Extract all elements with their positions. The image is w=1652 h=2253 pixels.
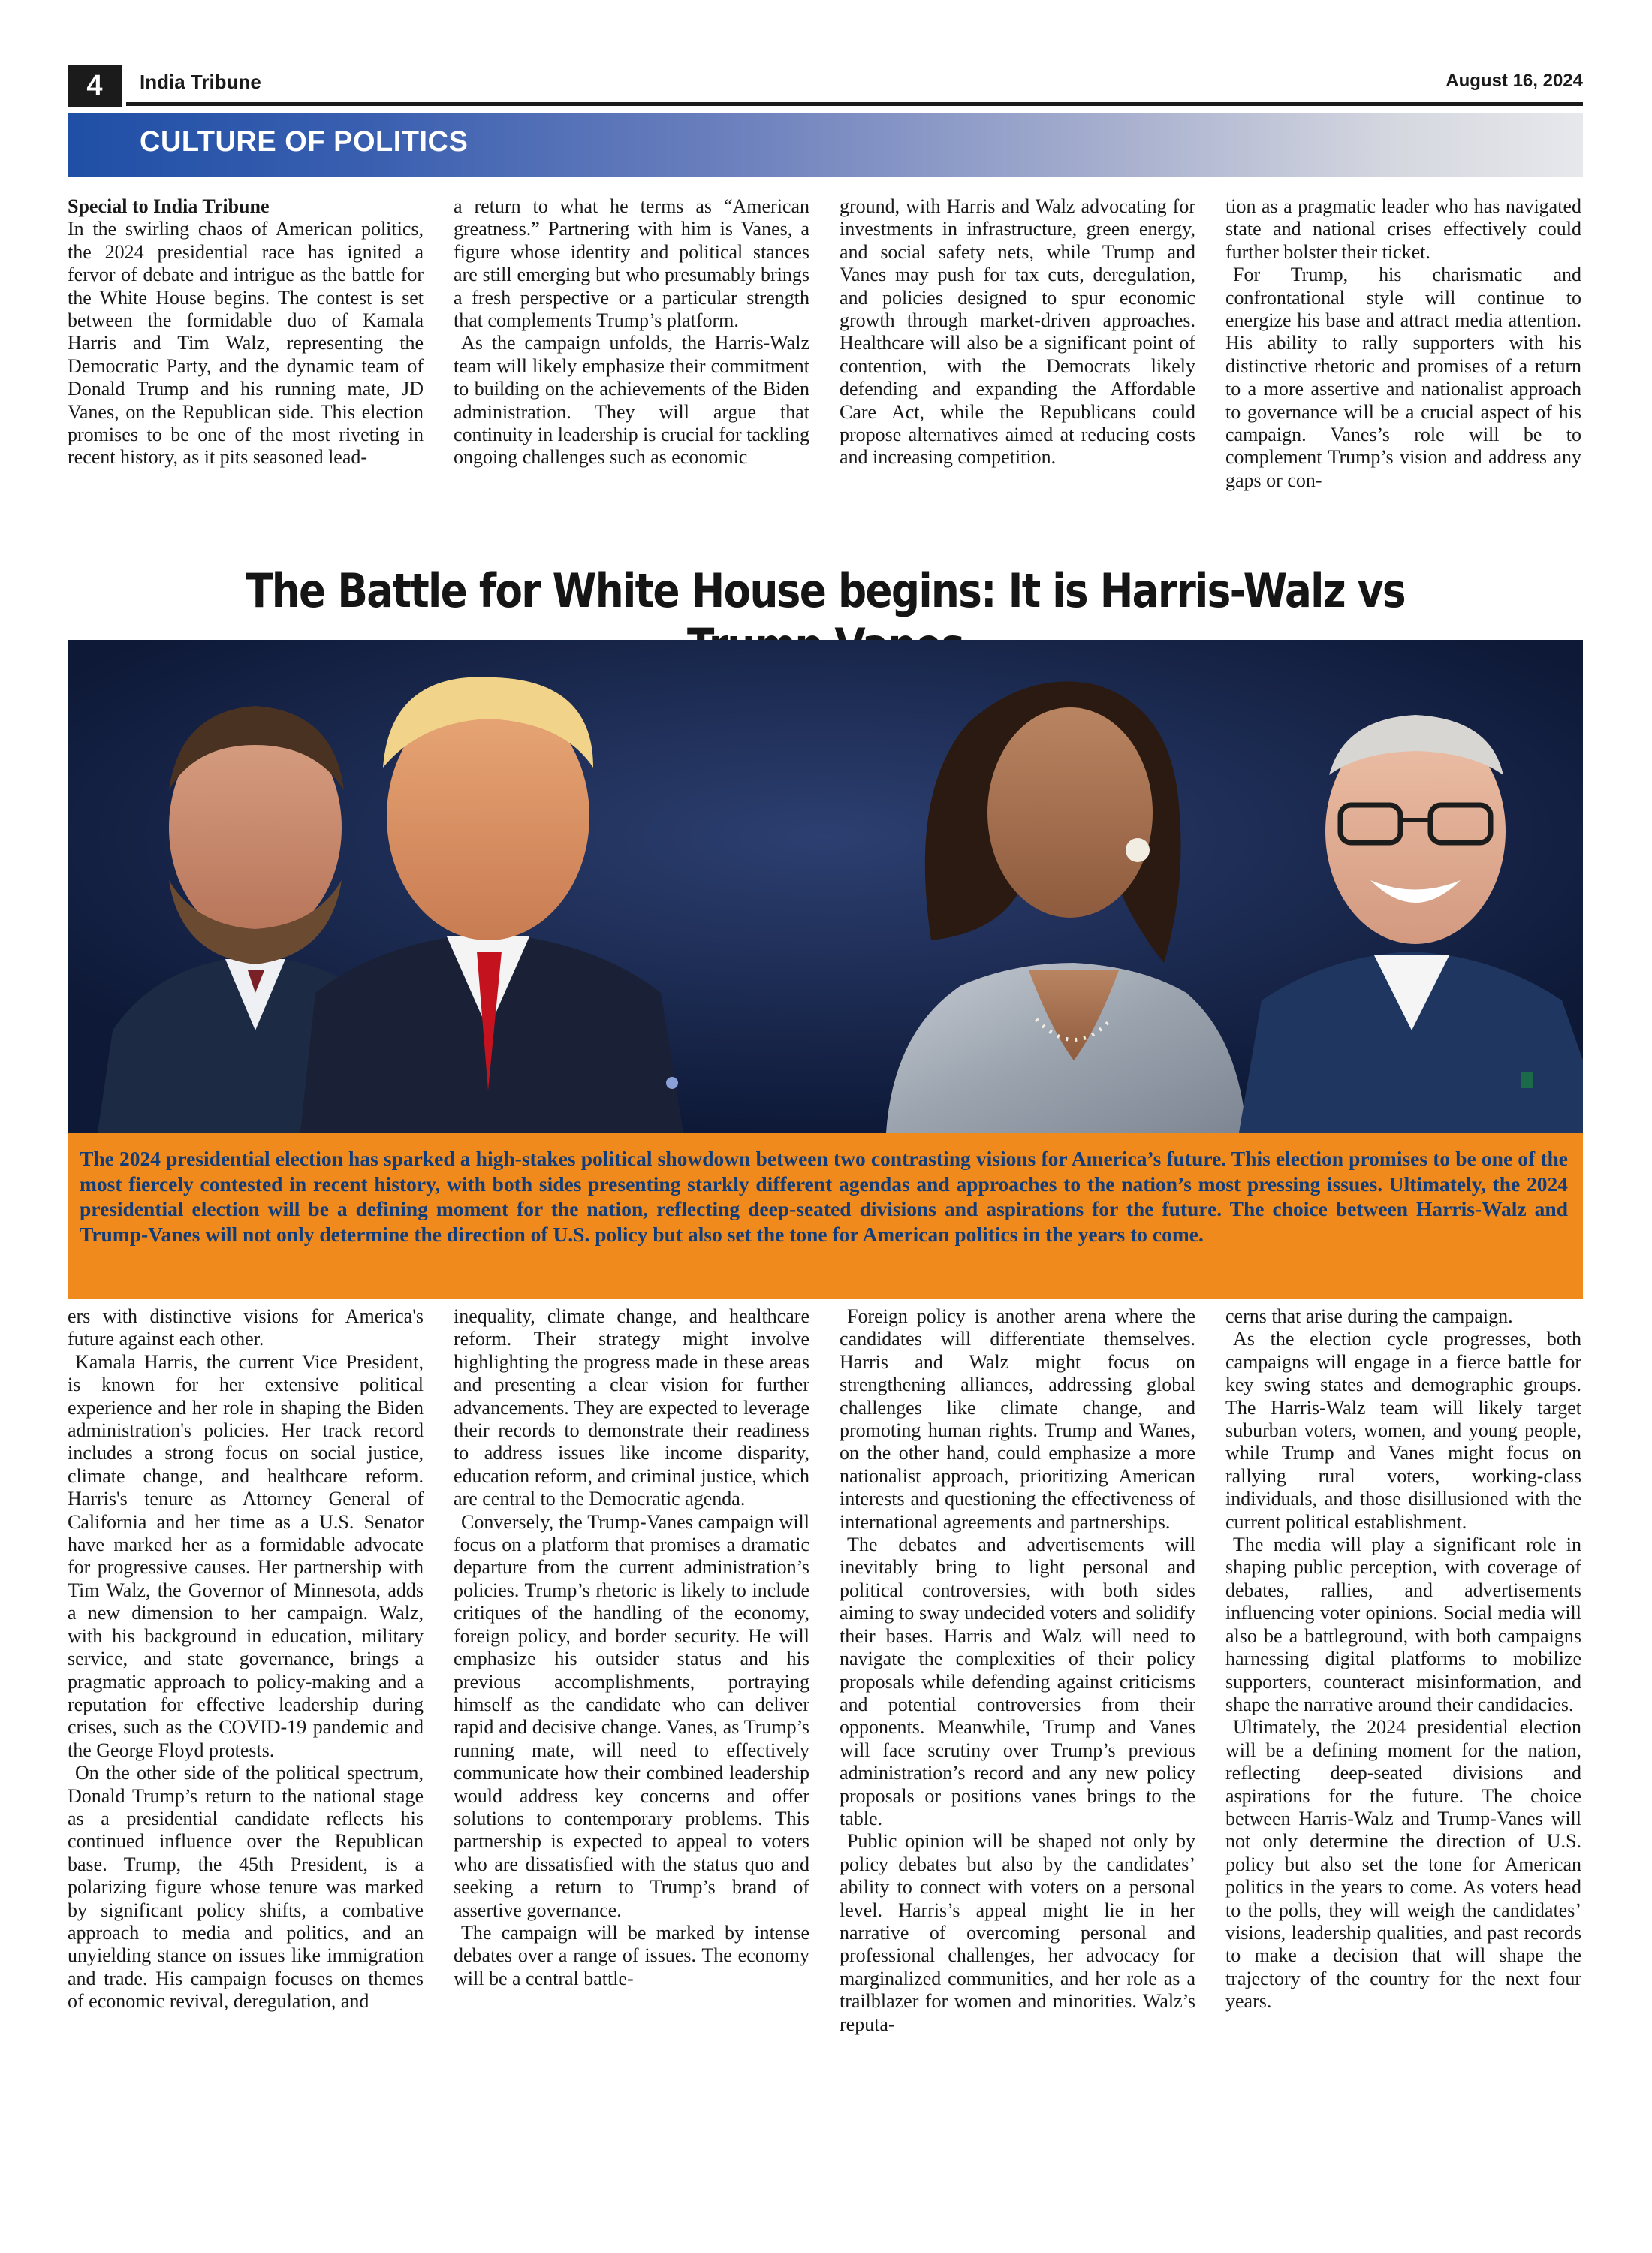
byline: Special to India Tribune <box>68 195 270 217</box>
paragraph: For Trump, his charismatic and confrontational style will continue to energize his base and attract media attention. His ability to rally supporters with his distinctive rhetoric and promises of a return to a more assertive and nationalist approach to governance will be a crucial aspect of his campaign. Vanes’s role will be to complement Trump’s vision and address any gaps or con- <box>1225 264 1581 491</box>
paragraph: Public opinion will be shaped not only by policy debates but also by the candidates’ ability to connect with voters on a personal level. Harris’s appeal might lie in her narrative of overcoming personal and professional challenges, her advocacy for marginalized communities, and her role as a trailblazer for women and minorities. Walz’s reputa- <box>840 1830 1195 2035</box>
paragraph: The campaign will be marked by intense debates over a range of issues. The economy will be a central battle- <box>454 1921 809 1989</box>
article-column-1-bottom <box>68 1305 424 2013</box>
paragraph: Conversely, the Trump-Vanes campaign will focus on a platform that promises a dramatic departure from the current administration’s policies. Trump’s rhetoric is likely to include critiques of the handling of the economy, foreign policy, and border security. He will emphasize his outsider status and his previous accomplishments, portraying himself as the candidate who can deliver rapid and decisive change. Vanes, as Trump’s running mate, will need to effectively communicate how their combined leadership would address key concerns and offer solutions to contemporary problems. This partnership is expected to appeal to voters who are dissatisfied with the status quo and seeking a return to Trump’s brand of assertive governance. <box>454 1510 809 1921</box>
article-column-3-bottom <box>840 1305 1195 2036</box>
paragraph: ground, with Harris and Walz advocating for investments in infrastructure, green energy, and social safety nets, while Trump and Vanes may push for tax cuts, deregulation, and policies designed to spur economic growth through market-driven approaches. Healthcare will also be a significant point of contention, with the Democrats likely defending and expanding the Affordable Care Act, while the Republicans could propose alternatives aimed at reducing costs and increasing competition. <box>840 195 1195 469</box>
section-banner <box>68 113 1583 177</box>
article-column-4-top <box>1225 195 1581 492</box>
paragraph: cerns that arise during the campaign. <box>1225 1305 1513 1327</box>
publication-name: India Tribune <box>140 71 261 93</box>
paragraph: Ultimately, the 2024 presidential election will be a defining moment for the nation, reflecting deep-seated divisions and aspirations for the future. The choice between Harris-Walz and Trump-Vanes will not only determine the direction of U.S. policy but also set the tone for American politics in the years to come. As voters head to the polls, they will weigh the candidates’ visions, leadership qualities, and past records to make a decision that will shape the trajectory of the country for the next four years. <box>1225 1716 1581 2013</box>
section-title: CULTURE OF POLITICS <box>140 126 469 158</box>
issue-date: August 16, 2024 <box>1446 71 1583 91</box>
summary-box: The 2024 presidential election has sparked a high-stakes political showdown between two contrasting visions for America’s future. This election promises to be one of the most fiercely contested in recent history, with both sides presenting starkly different agendas and approaches to the nation’s most pressing issues. Ultimately, the 2024 presidential election will be a defining moment for the nation, reflecting deep-seated divisions and aspirations for the future. The choice between Harris-Walz and Trump-Vanes will not only determine the direction of U.S. policy but also set the tone for American politics in the years to come. <box>68 1133 1583 1299</box>
paragraph: As the campaign unfolds, the Harris-Walz team will likely emphasize their commitment to building on the achievements of the Biden administration. They will argue that continuity in leadership is crucial for tackling ongoing challenges such as economic <box>454 332 809 469</box>
headline: The Battle for White House begins: It is Harris-Walz vs <box>246 563 1405 618</box>
page-number: 4 <box>68 65 122 107</box>
article-column-2-bottom <box>454 1305 809 1990</box>
paragraph: Kamala Harris, the current Vice President, is known for her extensive political experience and her role in shaping the Biden administration's policies. Her track record includes a strong focus on social justice, climate change, and healthcare reform. Harris's tenure as Attorney General of California and her time as a U.S. Senator have marked her as a formidable advocate for progressive causes. Her partnership with Tim Walz, the Governor of Minnesota, adds a new dimension to her campaign. Walz, with his background in education, military service, and state governance, brings a pragmatic approach to policy-making and a reputation for effective leadership during crises, such as the COVID-19 pandemic and the George Floyd protests. <box>68 1350 424 1761</box>
article-column-3-top <box>840 195 1195 469</box>
paragraph: As the election cycle progresses, both campaigns will engage in a fierce battle for key swing states and demographic groups. The Harris-Walz team will likely target suburban voters, women, and young people, while Trump and Vanes might focus on rallying rural voters, working-class individuals, and those disillusioned with the current political establishment. <box>1225 1328 1581 1533</box>
paragraph: tion as a pragmatic leader who has navigated state and national crises effectively could further bolster their ticket. <box>1225 195 1581 263</box>
paragraph: a return to what he terms as “American greatness.” Partnering with him is Vanes, a figure whose identity and political stances are still emerging but who presumably brings a fresh perspective or a particular strength that complements Trump’s platform. <box>454 195 809 332</box>
masthead-rule <box>126 102 1583 106</box>
article-column-1-top <box>68 195 424 469</box>
paragraph: The debates and advertisements will inevitably bring to light personal and political controversies, with both sides aiming to sway undecided voters and solidify their bases. Harris and Walz will need to navigate the complexities of their policy proposals while defending against criticisms and potential controversies from their opponents. Meanwhile, Trump and Vanes will face scrutiny over Trump’s previous administration’s record and any new policy proposals or positions vanes brings to the table. <box>840 1534 1195 1829</box>
paragraph: inequality, climate change, and healthcare reform. Their strategy might involve highlighting the progress made in these areas and presenting a clear vision for further advancements. They are expected to leverage their records to demonstrate their readiness to address issues like income disparity, education reform, and criminal justice, which are central to the Democratic agenda. <box>454 1305 809 1510</box>
paragraph: In the swirling chaos of American politics, the 2024 presidential race has ignited a fervor of debate and intrigue as the battle for the White House begins. The contest is set between the formidable duo of Kamala Harris and Tim Walz, representing the Democratic Party, and the dynamic team of Donald Trump and his running mate, JD Vanes, on the Republican side. This election promises to be one of the most riveting in recent history, as it pits seasoned lead- <box>68 218 424 469</box>
article-column-4-bottom <box>1225 1305 1581 2013</box>
paragraph: The media will play a significant role in shaping public perception, with coverage of debates, rallies, and advertisements influencing voter opinions. Social media will also be a battleground, with both campaigns harnessing digital platforms to mobilize supporters, counteract misinformation, and shape the narrative around their candidacies. <box>1225 1534 1581 1715</box>
article-column-2-top <box>454 195 809 469</box>
paragraph: On the other side of the political spectrum, Donald Trump’s return to the national stage as a presidential candidate reflects his continued influence over the Republican base. Trump, the 45th President, is a polarizing figure whose tenure was marked by significant policy shifts, a combative approach to media and politics, and an unyielding stance on issues like immigration and trade. His campaign focuses on themes of economic revival, deregulation, and <box>68 1762 424 2013</box>
candidates-photo <box>68 640 1583 1133</box>
paragraph: Foreign policy is another arena where the candidates will differentiate themselves. Harris and Walz might focus on strengthening alliances, addressing global challenges like climate change, and promoting human rights. Trump and Wanes, on the other hand, could emphasize a more nationalist approach, prioritizing American interests and questioning the effectiveness of international agreements and partnerships. <box>840 1305 1195 1533</box>
paragraph: ers with distinctive visions for America's future against each other. <box>68 1305 424 1350</box>
